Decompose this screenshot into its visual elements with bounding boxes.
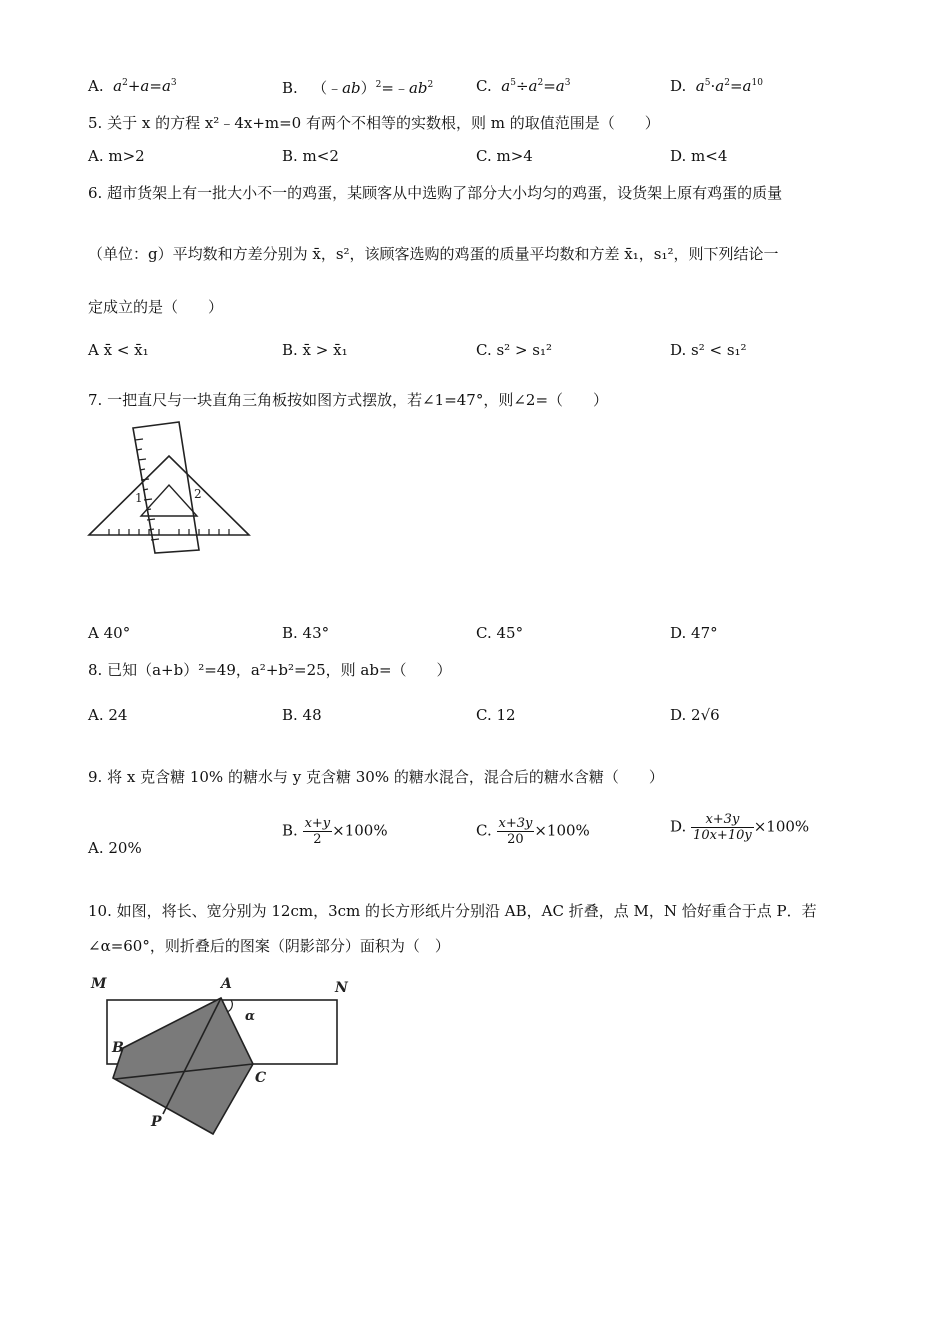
q9-option-d bbox=[670, 812, 809, 843]
q6-stem-line1: 6. 超市货架上有一批大小不一的鸡蛋，某顾客从中选购了部分大小均匀的鸡蛋，设货架上原有鸡蛋的质量 bbox=[88, 184, 783, 202]
q7-option-b: B. 43° bbox=[282, 624, 330, 642]
triangle-inner bbox=[141, 485, 197, 516]
label-p: P bbox=[151, 1114, 162, 1130]
q5-option-d: D. m<4 bbox=[670, 147, 728, 165]
q10-stem-line1: 10. 如图，将长、宽分别为 12cm，3cm 的长方形纸片分别沿 AB，AC 折叠，点 M，N 恰好重合于点 P．若 bbox=[88, 902, 817, 920]
q7-stem: 7. 一把直尺与一块直角三角板按如图方式摆放，若∠1=47°，则∠2=（ ） bbox=[88, 391, 609, 409]
q8-stem: 8. 已知（a+b）²=49，a²+b²=25，则 ab=（ ） bbox=[88, 661, 452, 679]
triangle-outer bbox=[89, 456, 249, 535]
q7-figure bbox=[85, 418, 255, 556]
q6-option-b: B. x̄ > x̄₁ bbox=[282, 341, 348, 359]
q9-option-c-label: C. bbox=[476, 821, 492, 840]
q5-option-b: B. m<2 bbox=[282, 147, 339, 165]
q9-option-b-numerator: x+y bbox=[304, 816, 331, 831]
q7-option-c: C. 45° bbox=[476, 624, 524, 642]
q5-option-a: A. m>2 bbox=[88, 147, 145, 165]
q9-option-c-numerator: x+3y bbox=[498, 816, 533, 831]
q6-option-a: A x̄ < x̄₁ bbox=[88, 341, 149, 359]
q9-option-d-fraction bbox=[691, 812, 754, 843]
angle-1-label: 1 bbox=[135, 491, 143, 505]
q5-stem: 5. 关于 x 的方程 x²﹣4x+m=0 有两个不相等的实数根，则 m 的取值范围是（ ） bbox=[88, 114, 660, 132]
label-b: B bbox=[112, 1040, 124, 1056]
q7-option-d: D. 47° bbox=[670, 624, 718, 642]
q9-stem: 9. 将 x 克含糖 10% 的糖水与 y 克含糖 30% 的糖水混合，混合后的糖水含糖（ ） bbox=[88, 768, 664, 786]
angle-2-label: 2 bbox=[194, 487, 202, 501]
label-c: C bbox=[255, 1070, 267, 1086]
q9-option-c-denominator: 20 bbox=[507, 832, 524, 847]
q7-option-a: A 40° bbox=[88, 624, 131, 642]
q6-option-c: C. s² > s₁² bbox=[476, 341, 553, 359]
label-alpha: α bbox=[245, 1009, 256, 1024]
q9-option-d-label: D. bbox=[670, 817, 687, 836]
q9-option-c bbox=[476, 816, 590, 847]
q9-option-b-fraction bbox=[303, 816, 333, 847]
q6-stem-line2: （单位：g）平均数和方差分别为 x̄，s²，该顾客选购的鸡蛋的质量平均数和方差 x̄₁，s₁²，则下列结论一 bbox=[88, 245, 779, 263]
q6-option-d: D. s² < s₁² bbox=[670, 341, 747, 359]
q5-option-c: C. m>4 bbox=[476, 147, 533, 165]
q9-option-b-tail: ×100% bbox=[332, 821, 388, 840]
q10-figure bbox=[85, 970, 365, 1140]
q6-stem-line3: 定成立的是（ ） bbox=[88, 298, 224, 316]
q9-option-b-label: B. bbox=[282, 821, 298, 840]
q8-option-c: C. 12 bbox=[476, 706, 516, 724]
triangle-ticks bbox=[109, 529, 229, 535]
q9-option-c-tail: ×100% bbox=[534, 821, 590, 840]
q4-option-b: B. $(﹣ab)^2=﹣ab^2$ bbox=[282, 79, 434, 97]
q10-stem-line2: ∠α=60°，则折叠后的图案（阴影部分）面积为（ ） bbox=[88, 937, 450, 955]
q9-option-d-denominator: 10x+10y bbox=[693, 828, 752, 843]
q8-option-a: A. 24 bbox=[88, 706, 128, 724]
q9-option-b bbox=[282, 816, 388, 847]
q9-option-a: A. 20% bbox=[88, 839, 142, 857]
q9-option-c-fraction bbox=[497, 816, 535, 847]
label-a: A bbox=[221, 976, 232, 992]
label-n: N bbox=[335, 980, 348, 996]
q4-option-c: C. $a^5\div a^2=a^3$ bbox=[476, 77, 571, 95]
q4-option-a: A. $a^2+a=a^3$ bbox=[88, 77, 177, 95]
label-m: M bbox=[91, 976, 107, 992]
q4-option-d: D. $a^5\cdot a^2=a^{10}$ bbox=[670, 77, 763, 95]
q8-option-d: D. 2√6 bbox=[670, 706, 720, 724]
q9-option-d-tail: ×100% bbox=[753, 817, 810, 836]
q8-option-b: B. 48 bbox=[282, 706, 322, 724]
q9-option-d-numerator: x+3y bbox=[691, 812, 754, 828]
q9-option-b-denominator: 2 bbox=[313, 832, 322, 847]
ruler-ticks bbox=[135, 439, 159, 540]
